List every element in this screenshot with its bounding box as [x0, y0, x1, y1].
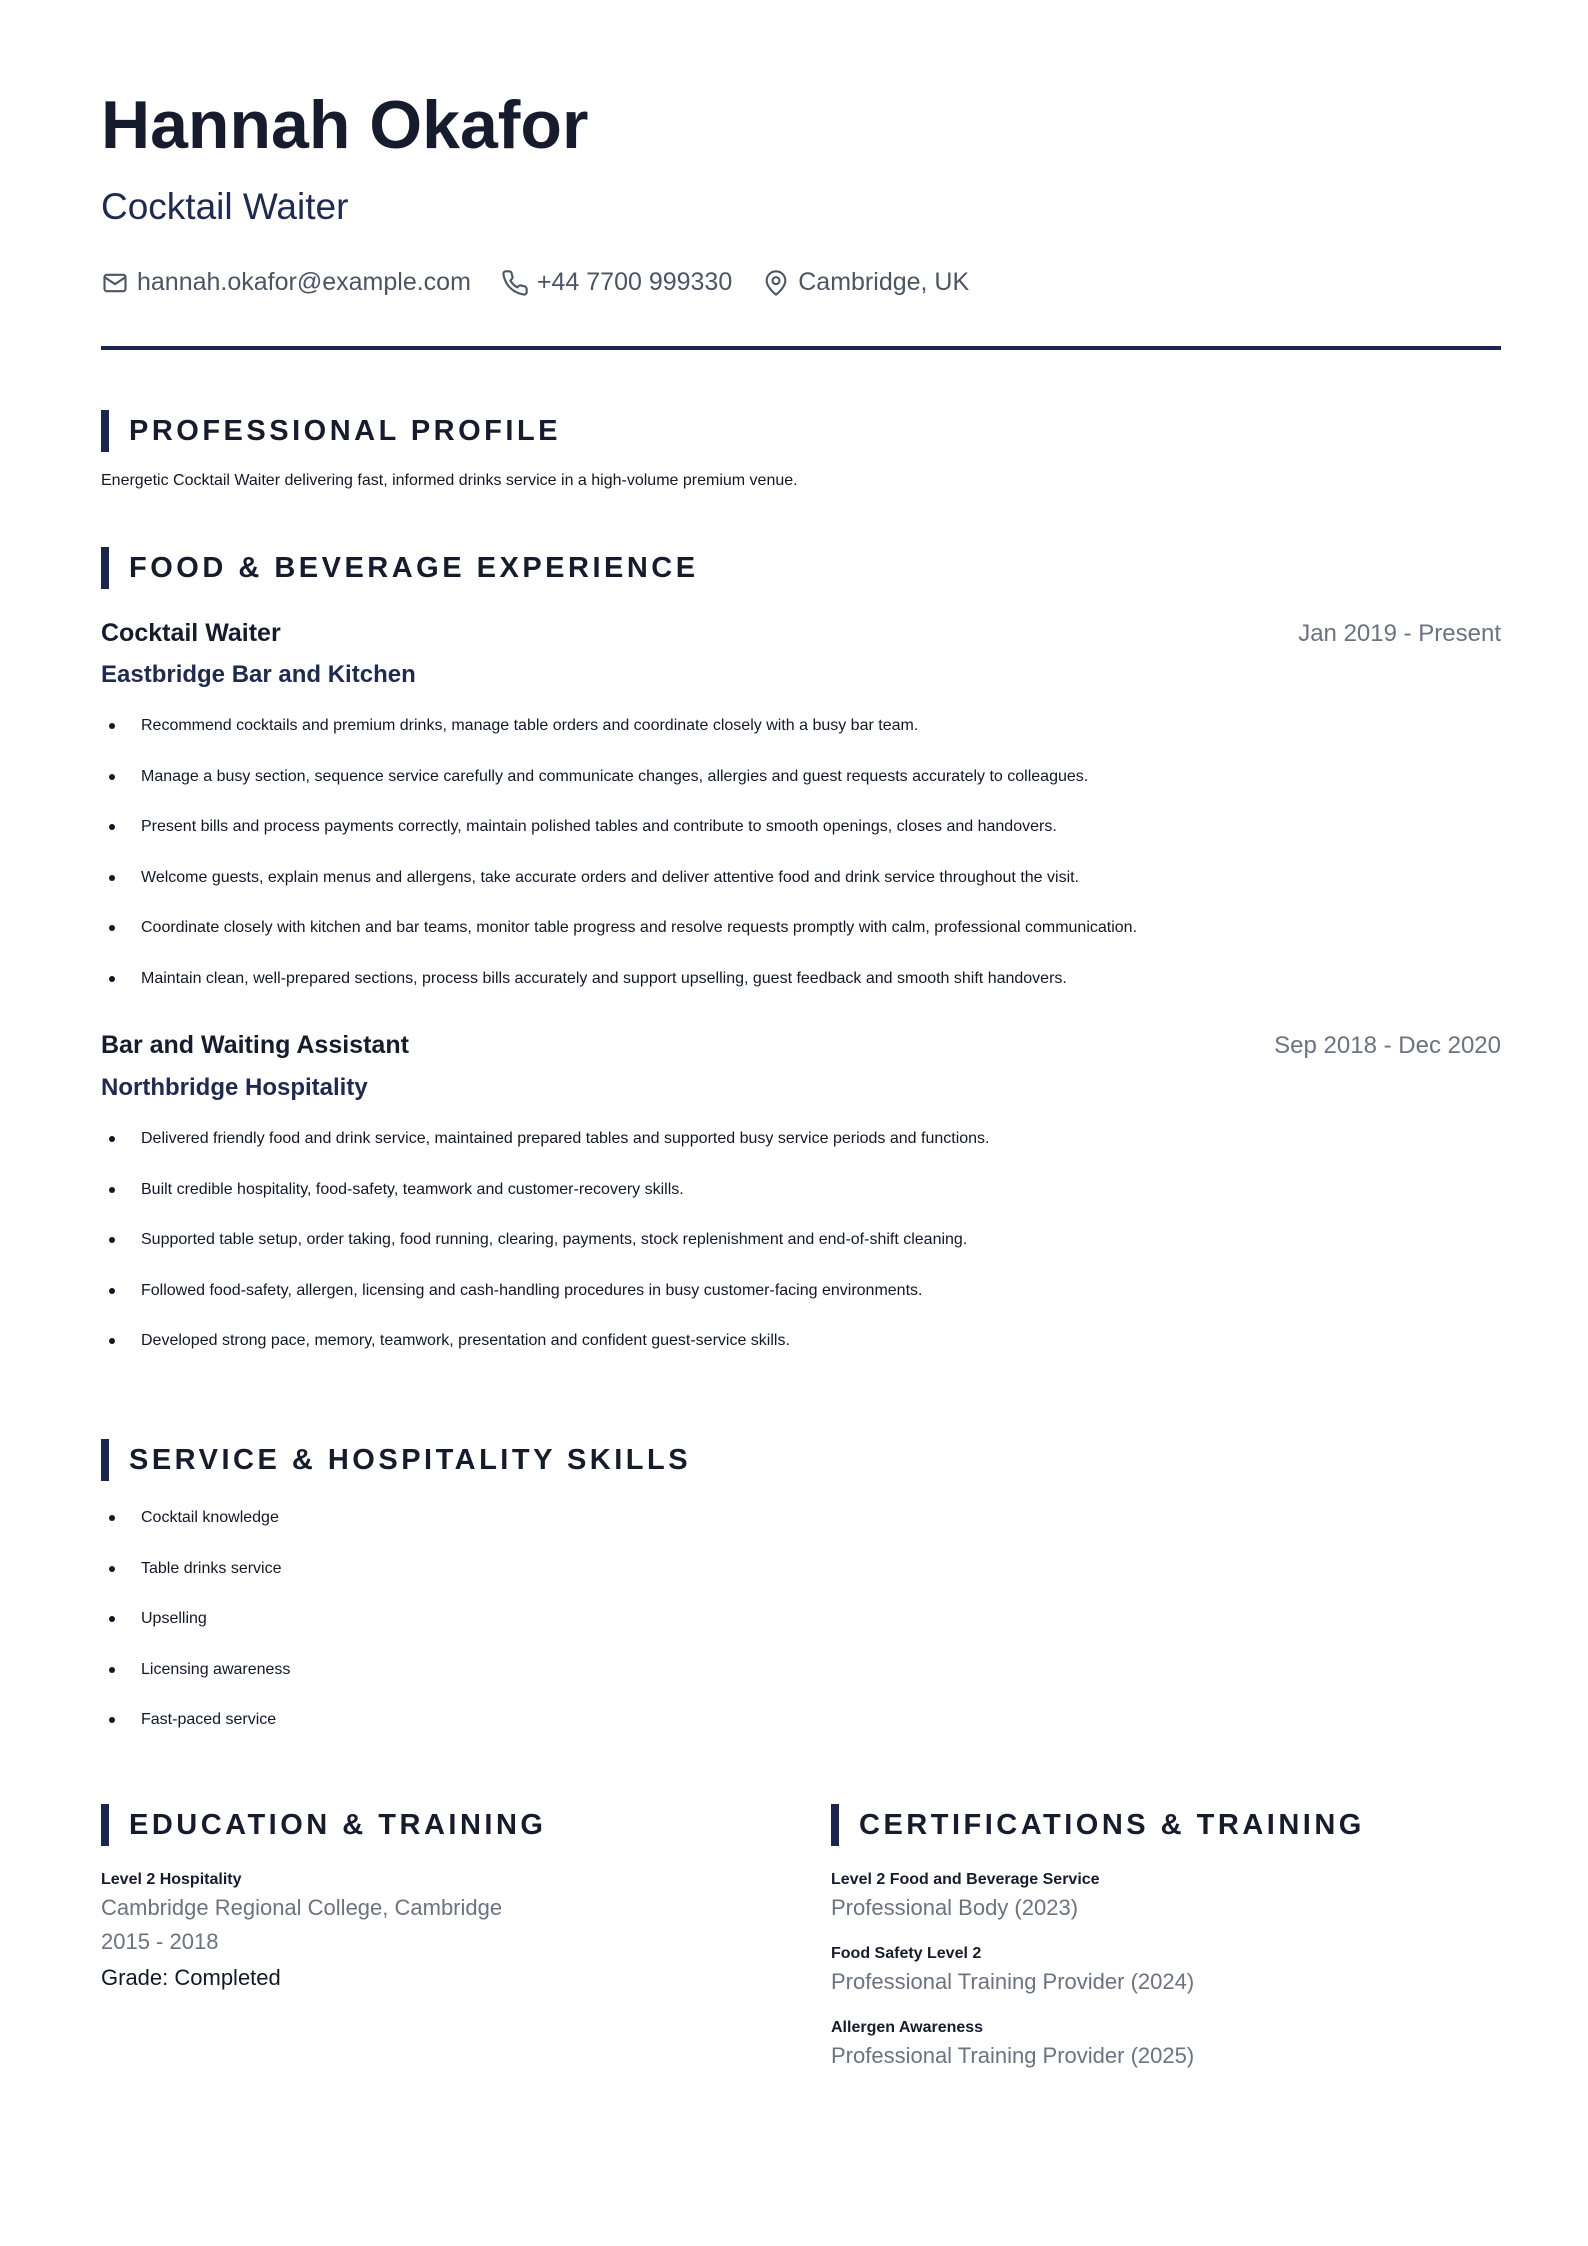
- section-accent-bar: [101, 1804, 109, 1846]
- certification-issuer: Professional Training Provider (2024): [831, 1969, 1195, 1994]
- job-1-title: Cocktail Waiter: [101, 619, 281, 647]
- education-institution: Cambridge Regional College, Cambridge: [101, 1895, 503, 1920]
- certification-item: [831, 2017, 1471, 2071]
- job-1-dates: Jan 2019 - Present: [1298, 620, 1501, 647]
- list-item: Developed strong pace, memory, teamwork, presentation and confident guest-service skills.: [101, 1331, 1501, 1382]
- list-item: Fast-paced service: [101, 1710, 1501, 1761]
- list-item: Welcome guests, explain menus and allergens, take accurate orders and deliver attentive food and drink service throughout the visit.: [101, 868, 1501, 919]
- phone-text: +44 7700 999330: [536, 268, 733, 296]
- certification-item: [831, 1869, 1471, 1923]
- contact-phone[interactable]: [501, 268, 732, 297]
- certification-name: Food Safety Level 2: [831, 1945, 982, 1962]
- profile-heading: [101, 410, 561, 452]
- certification-issuer: Professional Training Provider (2025): [831, 2043, 1195, 2068]
- job-2-bullets: [101, 1129, 1501, 1382]
- education-qualification: Level 2 Hospitality: [101, 1871, 242, 1888]
- list-item: Followed food-safety, allergen, licensing and cash-handling procedures in busy customer-facing environments.: [101, 1281, 1501, 1332]
- skills-heading-text: SERVICE & HOSPITALITY SKILLS: [129, 1443, 692, 1476]
- education-entry: [101, 1869, 741, 1993]
- certification-item: [831, 1943, 1471, 1997]
- list-item: Recommend cocktails and premium drinks, manage table orders and coordinate closely with a busy bar team.: [101, 716, 1501, 767]
- profile-heading-text: PROFESSIONAL PROFILE: [129, 414, 562, 447]
- job-2-company: Northbridge Hospitality: [101, 1074, 368, 1101]
- section-accent-bar: [831, 1804, 839, 1846]
- list-item: Licensing awareness: [101, 1660, 1501, 1711]
- location-pin-icon: [762, 269, 790, 297]
- list-item: Upselling: [101, 1609, 1501, 1660]
- list-item: Delivered friendly food and drink service, maintained prepared tables and supported busy service periods and functions.: [101, 1129, 1501, 1180]
- section-accent-bar: [101, 410, 109, 452]
- certification-name: Level 2 Food and Beverage Service: [831, 1871, 1100, 1888]
- candidate-role: Cocktail Waiter: [101, 186, 349, 227]
- list-item: Supported table setup, order taking, food running, clearing, payments, stock replenishment and end-of-shift cleaning.: [101, 1230, 1501, 1281]
- mail-icon: [101, 269, 129, 297]
- list-item: Present bills and process payments correctly, maintain polished tables and contribute to smooth openings, closes and handovers.: [101, 817, 1501, 868]
- email-text: hannah.okafor@example.com: [137, 268, 471, 296]
- education-heading: [101, 1804, 546, 1846]
- list-item: Maintain clean, well-prepared sections, process bills accurately and support upselling, guest feedback and smooth shift handovers.: [101, 969, 1501, 1020]
- list-item: Built credible hospitality, food-safety, teamwork and customer-recovery skills.: [101, 1180, 1501, 1231]
- certifications-list: [831, 1869, 1471, 2091]
- contact-email[interactable]: [101, 268, 471, 297]
- education-dates: 2015 - 2018: [101, 1929, 219, 1954]
- section-accent-bar: [101, 547, 109, 589]
- education-heading-text: EDUCATION & TRAINING: [129, 1808, 547, 1841]
- skills-list: [101, 1508, 1501, 1761]
- phone-icon: [501, 269, 529, 297]
- contact-location: [762, 268, 969, 297]
- section-accent-bar: [101, 1439, 109, 1481]
- header-divider: [101, 346, 1501, 350]
- experience-heading-text: FOOD & BEVERAGE EXPERIENCE: [129, 551, 699, 584]
- list-item: Table drinks service: [101, 1559, 1501, 1610]
- certification-name: Allergen Awareness: [831, 2019, 984, 2036]
- certifications-heading: [831, 1804, 1365, 1846]
- job-1-bullets: [101, 716, 1501, 1019]
- candidate-name: Hannah Okafor: [101, 87, 589, 163]
- profile-summary: Energetic Cocktail Waiter delivering fast, informed drinks service in a high-volume premium venue.: [101, 472, 798, 489]
- skills-heading: [101, 1439, 691, 1481]
- education-grade: Grade: Completed: [101, 1965, 281, 1990]
- list-item: Manage a busy section, sequence service carefully and communicate changes, allergies and guest requests accurately to colleagues.: [101, 767, 1501, 818]
- job-1-company: Eastbridge Bar and Kitchen: [101, 661, 416, 688]
- list-item: Cocktail knowledge: [101, 1508, 1501, 1559]
- certifications-heading-text: CERTIFICATIONS & TRAINING: [859, 1808, 1365, 1841]
- experience-heading: [101, 547, 699, 589]
- contact-row: [101, 268, 999, 297]
- job-2-dates: Sep 2018 - Dec 2020: [1274, 1032, 1501, 1059]
- certification-issuer: Professional Body (2023): [831, 1895, 1079, 1920]
- job-2-title: Bar and Waiting Assistant: [101, 1031, 409, 1059]
- list-item: Coordinate closely with kitchen and bar teams, monitor table progress and resolve requests promptly with calm, professional communication.: [101, 918, 1501, 969]
- location-text: Cambridge, UK: [798, 268, 970, 296]
